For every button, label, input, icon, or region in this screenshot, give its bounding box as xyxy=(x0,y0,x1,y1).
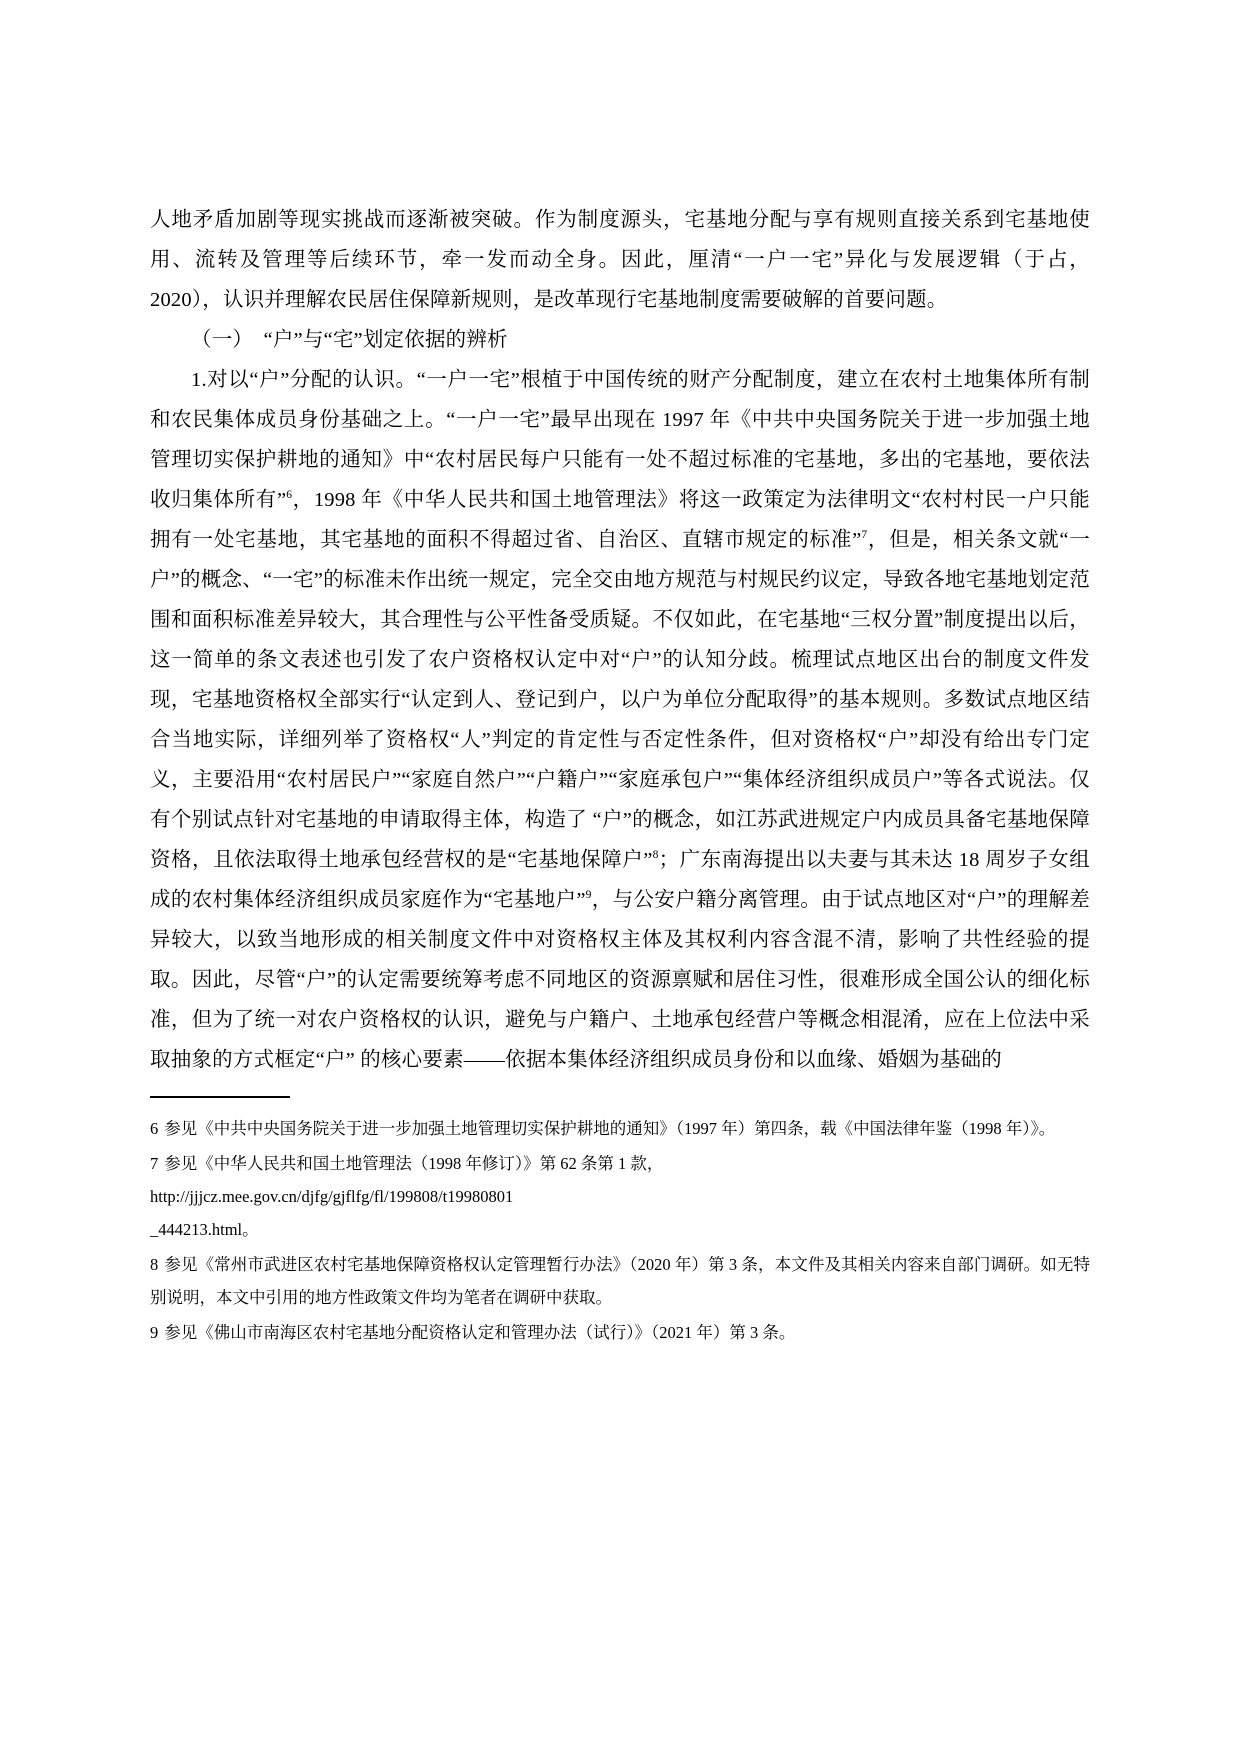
paragraph-main-part-4: ；广东南海提出以夫妻与其未达 18 周岁子女组成的农村集体经济组织成员家庭作为“宅基地户” xyxy=(150,849,1090,911)
section-heading: （一） “户”与“宅”划定依据的辨析 xyxy=(191,329,508,351)
paragraph-opening: 人地矛盾加剧等现实挑战而逐渐被突破。作为制度源头，宅基地分配与享有规则直接关系到宅基地使用、流转及管理等后续环节，牵一发而动全身。因此，厘清“一户一宅”异化与发展逻辑（于占，2020），认识并理解农民居住保障新规则，是改革现行宅基地制度需要破解的首要问题。 xyxy=(150,209,1090,311)
paragraph-main-part-5: ，与公安户籍分离管理。由于试点地区对“户”的理解差异较大，以致当地形成的相关制度文件中对资格权主体及其权利内容含混不清，影响了共性经验的提取。因此，尽管“户”的认定需要统筹考虑不同地区的资源禀赋和居住习性，很难形成全国公认的细化标准，但为了统一对农户资格权的认识，避免与户籍户、土地承包经营户等概念相混淆，应在上位法中采取抽象的方式框定“户” 的核心要素——依据本集体经济组织成员身份和以血缘、婚姻为基础的 xyxy=(150,889,1090,1071)
footnote-marker-8: 8 xyxy=(652,849,659,862)
footnote-area xyxy=(150,1112,1090,1349)
footnote-number: 9 xyxy=(150,1323,159,1342)
footnote-number: 6 xyxy=(150,1119,159,1138)
paragraph-main-part-2: ，1998 年《中华人民共和国土地管理法》将这一政策定为法律明文“农村村民一户只能拥有一处宅基地，其宅基地的面积不得超过省、自治区、直辖市规定的标准” xyxy=(150,489,1091,551)
footnote-item xyxy=(150,1316,1090,1349)
footnote-number: 8 xyxy=(150,1255,159,1274)
footnote-divider xyxy=(150,1096,290,1098)
footnote-url-tail: _444213.html。 xyxy=(150,1220,259,1239)
footnote-url[interactable]: http://jjjcz.mee.gov.cn/djfg/gjflfg/fl/199808/t19980801 xyxy=(150,1187,514,1206)
footnote-text: 参见《中共中央国务院关于进一步加强土地管理切实保护耕地的通知》（1997 年）第四条，载《中国法律年鉴（1998 年）》。 xyxy=(164,1119,1056,1138)
footnote-text: 参见《佛山市南海区农村宅基地分配资格认定和管理办法（试行）》（2021 年）第 3 条。 xyxy=(164,1323,796,1342)
footnote-marker-7: 7 xyxy=(861,529,868,542)
footnote-item xyxy=(150,1248,1090,1314)
page-body xyxy=(150,200,1090,1080)
footnote-number: 7 xyxy=(150,1154,159,1173)
footnote-marker-6: 6 xyxy=(286,489,293,502)
paragraph-main-part-1: 1.对以“户”分配的认识。“一户一宅”根植于中国传统的财产分配制度，建立在农村土地集体所有制和农民集体成员身份基础之上。“一户一宅”最早出现在 1997 年《中共中央国务院关于进一步加强土地管理切实保护耕地的通知》中“农村居民每户只能有一处不超过标准的宅基地，多出的宅基地，要依法收归集体所有” xyxy=(150,369,1090,511)
footnote-text: 参见《中华人民共和国土地管理法（1998 年修订）》第 62 条第 1 款， xyxy=(164,1154,664,1173)
footnote-marker-9: 9 xyxy=(585,889,592,902)
footnote-text: 参见《常州市武进区农村宅基地保障资格权认定管理暂行办法》（2020 年）第 3 条，本文件及其相关内容来自部门调研。如无特别说明，本文中引用的地方性政策文件均为笔者在调研中获取。 xyxy=(150,1255,1090,1307)
paragraph-main xyxy=(150,360,1090,1080)
footnote-item xyxy=(150,1147,1090,1246)
paragraph-main-part-3: ，但是，相关条文就“一户”的概念、“一宅”的标准未作出统一规定，完全交由地方规范与村规民约议定，导致各地宅基地划定范围和面积标准差异较大，其合理性与公平性备受质疑。不仅如此，在宅基地“三权分置”制度提出以后，这一简单的条文表述也引发了农户资格权认定中对“户”的认知分歧。梳理试点地区出台的制度文件发现，宅基地资格权全部实行“认定到人、登记到户，以户为单位分配取得”的基本规则。多数试点地区结合当地实际，详细列举了资格权“人”判定的肯定性与否定性条件，但对资格权“户”却没有给出专门定义，主要沿用“农村居民户”“家庭自然户”“户籍户”“家庭承包户”“集体经济组织成员户”等各式说法。仅有个别试点针对宅基地的申请取得主体，构造了 “户”的概念，如江苏武进规定户内成员具备宅基地保障资格，且依法取得土地承包经营权的是“宅基地保障户” xyxy=(150,529,1090,871)
footnote-item xyxy=(150,1112,1090,1145)
